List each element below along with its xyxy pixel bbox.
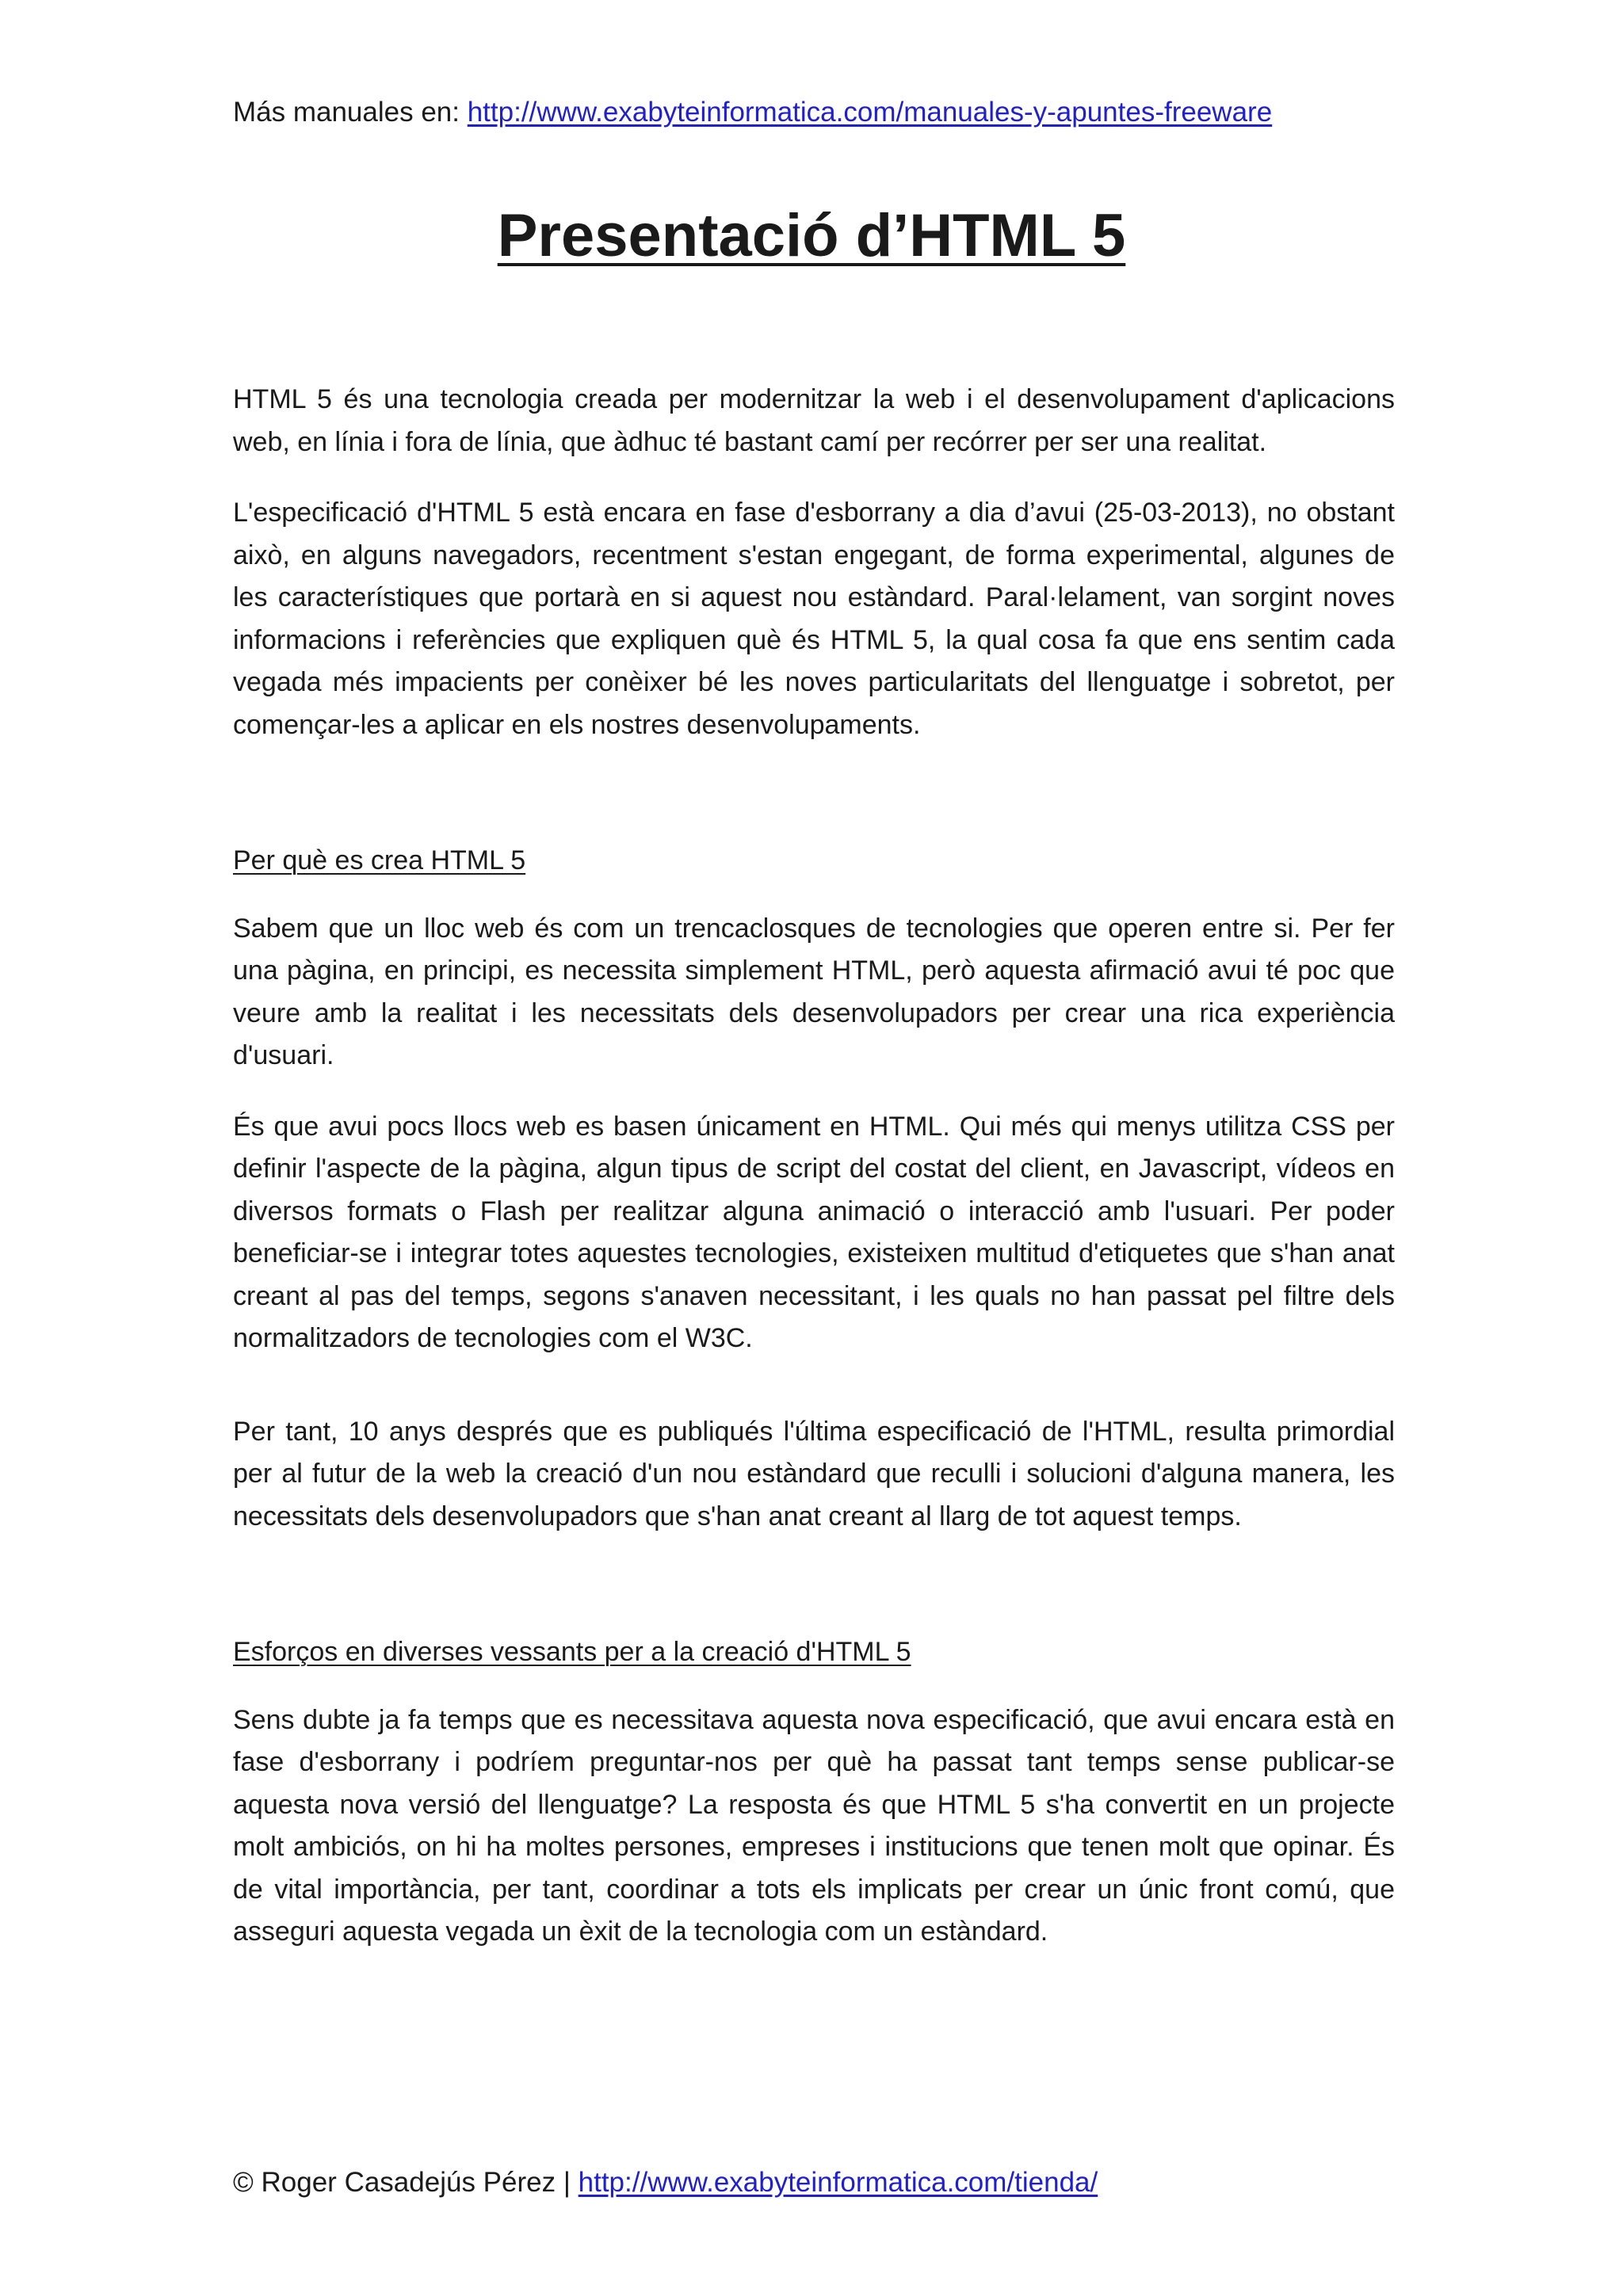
section1-paragraph-1: Sabem que un lloc web és com un trencaclosques de tecnologies que operen entre si. Per fer una pàgina, en principi, es necessita simplement HTML, però aquesta afirmació avui té poc que veure amb la realitat i les necessitats dels desenvolupadors per crear una rica experiència d'usuari. [233,913,1395,1070]
intro-paragraph-2: L'especificació d'HTML 5 està encara en fase d'esborrany a dia d’avui (25-03-2013), no obstant això, en alguns navegadors, recentment s'estan engegant, de forma experimental, algunes de les característiques que portarà en si aquest nou estàndard. Paral·lelament, van sorgint noves informacions i referències que expliquen què és HTML 5, la qual cosa fa que ens sentim cada vegada més impacients per conèixer bé les noves particularitats del llenguatge i sobretot, per començar-les a aplicar en els nostres desenvolupaments. [233,498,1395,740]
section1-paragraph-3: Per tant, 10 anys després que es publiqués l'última especificació de l'HTML, resulta primordial per al futur de la web la creació d'un nou estàndard que reculli i solucioni d'alguna manera, les necessitats dels desenvolupadors que s'han anat creant al llarg de tot aquest temps. [233,1416,1395,1531]
intro-paragraph-1: HTML 5 és una tecnologia creada per modernitzar la web i el desenvolupament d'aplicacions web, en línia i fora de línia, que àdhuc té bastant camí per recórrer per ser una realitat. [233,384,1395,457]
page-footer [233,2164,1098,2202]
footer-copyright: © Roger Casadejús Pérez | [233,2167,579,2198]
section-heading-efforts: Esforços en diverses vessants per a la creació d'HTML 5 [233,1637,911,1667]
header-link[interactable]: http://www.exabyteinformatica.com/manuales-y-apuntes-freeware [467,97,1273,128]
page-header [233,93,1272,132]
page-title-text: Presentació d’HTML 5 [497,202,1126,269]
header-prefix: Más manuales en: [233,97,468,128]
footer-link[interactable]: http://www.exabyteinformatica.com/tienda/ [578,2167,1098,2198]
section2-paragraph-1: Sens dubte ja fa temps que es necessitava aquesta nova especificació, que avui encara està en fase d'esborrany i podríem preguntar-nos per què ha passat tant temps sense publicar-se aquesta nova versió del llenguatge? La resposta és que HTML 5 s'ha convertit en un projecte molt ambiciós, on hi ha moltes persones, empreses i institucions que tenen molt que opinar. És de vital importància, per tant, coordinar a tots els implicats per crear un únic front comú, que asseguri aquesta vegada un èxit de la tecnologia com un estàndard. [233,1704,1395,1947]
page-title [0,198,1623,274]
section1-paragraph-2: És que avui pocs llocs web es basen únicament en HTML. Qui més qui menys utilitza CSS per definir l'aspecte de la pàgina, algun tipus de script del costat del client, en Javascript, vídeos en diversos formats o Flash per realitzar alguna animació o interacció amb l'usuari. Per poder beneficiar-se i integrar totes aquestes tecnologies, existeixen multitud d'etiquetes que s'han anat creant al pas del temps, segons s'anaven necessitant, i les quals no han passat pel filtre dels normalitzadors de tecnologies com el W3C. [233,1111,1395,1353]
document-body [233,379,1395,1954]
section-heading-why: Per què es crea HTML 5 [233,845,526,875]
